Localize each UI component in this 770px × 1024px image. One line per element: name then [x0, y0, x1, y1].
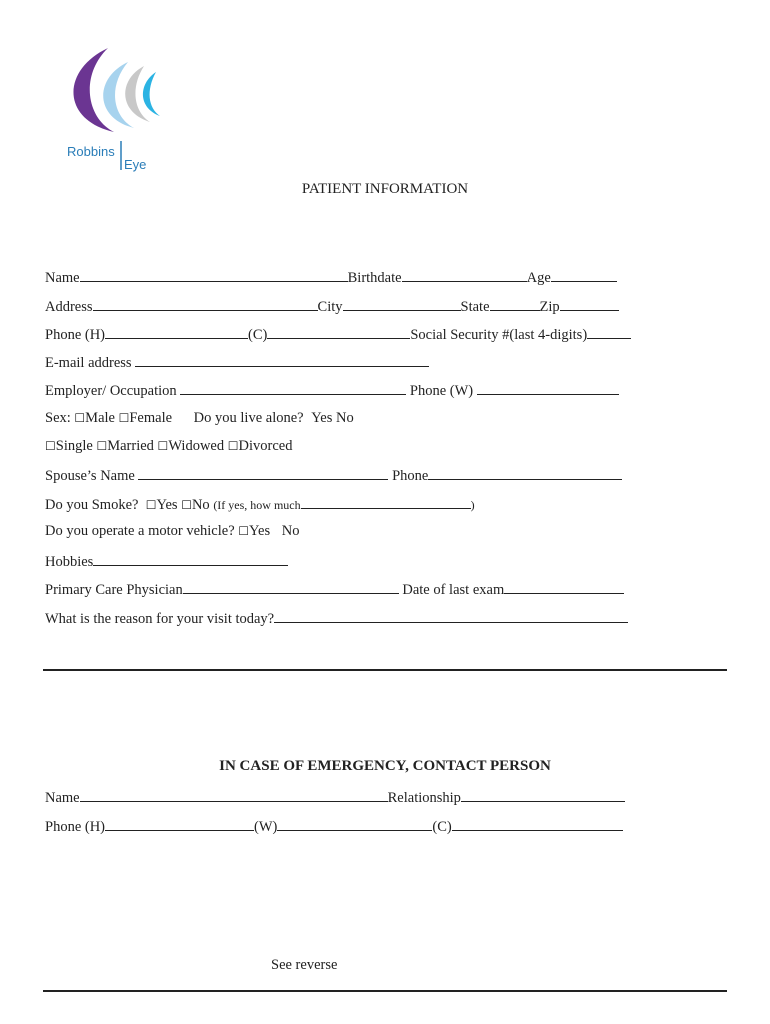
widowed-label: Widowed: [168, 438, 225, 454]
form-row-address: [45, 296, 619, 316]
reason-label: What is the reason for your visit today?: [45, 611, 275, 627]
pcp-label: Primary Care Physician: [45, 582, 183, 598]
last-exam-field[interactable]: [504, 579, 624, 594]
live-alone-yes[interactable]: Yes: [311, 410, 333, 426]
age-label: Age: [526, 270, 551, 286]
male-label: Male: [85, 410, 115, 426]
divorced-label: Divorced: [238, 438, 293, 454]
live-alone-no[interactable]: No: [335, 410, 354, 426]
ssn-label: Social Security #(last 4-digits): [410, 327, 588, 343]
smoke-amount-close: ): [470, 498, 475, 512]
spouse-field[interactable]: [138, 465, 388, 480]
phone-cell-field[interactable]: [267, 324, 410, 339]
city-field[interactable]: [343, 296, 461, 311]
zip-label: Zip: [539, 299, 560, 315]
divorced-checkbox[interactable]: ☐: [227, 439, 239, 453]
spouse-phone-label: Phone: [392, 468, 429, 484]
spouse-phone-field[interactable]: [428, 465, 622, 480]
state-field[interactable]: [490, 296, 540, 311]
form-row-marital: [45, 437, 292, 457]
form-row-smoke: [45, 494, 475, 514]
ssn-field[interactable]: [587, 324, 631, 339]
vehicle-label: Do you operate a motor vehicle?: [45, 523, 235, 539]
name-label: Name: [45, 270, 80, 286]
hobbies-field[interactable]: [93, 551, 288, 566]
smoke-amount-label: (If yes, how much: [213, 498, 301, 512]
birthdate-label: Birthdate: [347, 270, 402, 286]
smoke-yes-label: Yes: [156, 497, 178, 513]
emergency-phone-work-field[interactable]: [277, 816, 432, 831]
emergency-name-label: Name: [45, 790, 80, 806]
city-label: City: [317, 299, 343, 315]
last-exam-label: Date of last exam: [402, 582, 505, 598]
relationship-label: Relationship: [387, 790, 461, 806]
state-label: State: [460, 299, 490, 315]
logo-text-eye: Eye: [124, 157, 147, 172]
phone-home-label: Phone (H): [45, 327, 106, 343]
logo-text-robbins: Robbins: [67, 144, 115, 159]
form-row-email: [45, 352, 429, 372]
phone-home-field[interactable]: [105, 324, 248, 339]
page-title: PATIENT INFORMATION: [301, 181, 469, 197]
address-label: Address: [45, 299, 93, 315]
employer-label: Employer/ Occupation: [45, 383, 177, 399]
smoke-yes-checkbox[interactable]: ☐: [145, 498, 157, 512]
emergency-phone-work-label: (W): [254, 819, 278, 835]
name-field[interactable]: [80, 267, 348, 282]
emergency-phone-home-label: Phone (H): [45, 819, 106, 835]
age-field[interactable]: [551, 267, 617, 282]
employer-field[interactable]: [180, 380, 406, 395]
sex-label: Sex:: [45, 410, 71, 426]
relationship-field[interactable]: [461, 787, 625, 802]
email-field[interactable]: [135, 352, 429, 367]
live-alone-label: Do you live alone?: [193, 410, 304, 426]
married-label: Married: [107, 438, 154, 454]
emergency-row-phone: [45, 816, 623, 836]
widowed-checkbox[interactable]: ☐: [157, 439, 169, 453]
hobbies-label: Hobbies: [45, 554, 94, 570]
form-row-reason: [45, 608, 628, 628]
smoke-label: Do you Smoke?: [45, 497, 139, 513]
female-checkbox[interactable]: ☐: [118, 411, 130, 425]
form-row-pcp: [45, 579, 624, 599]
spouse-label: Spouse’s Name: [45, 468, 135, 484]
see-reverse-note: See reverse: [271, 957, 338, 973]
emergency-phone-home-field[interactable]: [105, 816, 254, 831]
vehicle-no-label[interactable]: No: [281, 523, 300, 539]
divider: [43, 669, 727, 671]
reason-field[interactable]: [274, 608, 628, 623]
phone-cell-label: (C): [248, 327, 268, 343]
emergency-phone-cell-label: (C): [432, 819, 452, 835]
work-phone-field[interactable]: [477, 380, 619, 395]
emergency-heading: IN CASE OF EMERGENCY, CONTACT PERSON: [219, 758, 551, 774]
married-checkbox[interactable]: ☐: [96, 439, 108, 453]
single-label: Single: [55, 438, 93, 454]
bottom-divider: [43, 990, 727, 992]
form-row-name: [45, 267, 617, 287]
emergency-row-name: [45, 787, 625, 807]
zip-field[interactable]: [560, 296, 619, 311]
form-row-hobbies: [45, 551, 288, 571]
vehicle-yes-label: Yes: [249, 523, 271, 539]
smoke-no-checkbox[interactable]: ☐: [181, 498, 192, 512]
address-field[interactable]: [93, 296, 318, 311]
form-row-phone: [45, 324, 631, 344]
form-row-sex: [45, 409, 354, 429]
work-phone-label: Phone (W): [409, 383, 474, 399]
single-checkbox[interactable]: ☐: [45, 439, 56, 453]
emergency-phone-cell-field[interactable]: [452, 816, 623, 831]
birthdate-field[interactable]: [402, 267, 527, 282]
form-row-vehicle: [45, 522, 300, 542]
form-row-spouse: [45, 465, 622, 485]
emergency-name-field[interactable]: [80, 787, 388, 802]
form-row-employer: [45, 380, 619, 400]
email-label: E-mail address: [45, 355, 132, 371]
male-checkbox[interactable]: ☐: [74, 411, 86, 425]
smoke-no-label: No: [191, 497, 210, 513]
smoke-amount-field[interactable]: [301, 494, 471, 509]
vehicle-yes-checkbox[interactable]: ☐: [238, 524, 250, 538]
pcp-field[interactable]: [183, 579, 399, 594]
female-label: Female: [129, 410, 173, 426]
